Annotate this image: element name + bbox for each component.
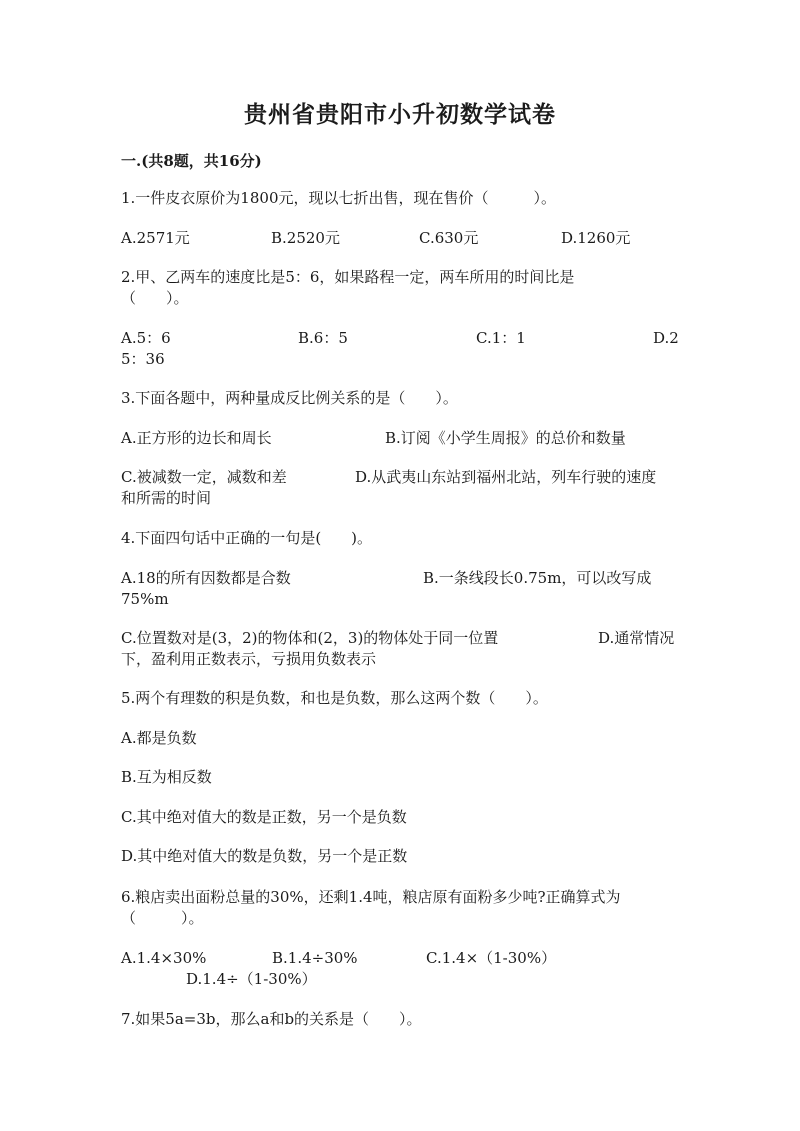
question-1-option-d: D.1260元: [561, 229, 631, 247]
question-1-option-c: C.630元: [419, 229, 479, 247]
question-4-option-c: C.位置数对是(3，2)的物体和(2，3)的物体处于同一位置: [121, 629, 499, 647]
question-2-option-c: C.1：1: [476, 329, 526, 347]
question-3-option-d-line2: 和所需的时间: [121, 489, 212, 507]
question-4-option-d-line1: D.通常情况: [598, 629, 675, 647]
question-3-option-a: A.正方形的边长和周长: [121, 429, 272, 447]
question-2-option-d: D.2: [653, 329, 679, 347]
question-1-option-b: B.2520元: [271, 229, 340, 247]
question-1-stem: 1.一件皮衣原价为1800元，现以七折出售，现在售价（ ）。: [121, 189, 556, 207]
question-4-stem: 4.下面四句话中正确的一句是( )。: [121, 529, 373, 547]
question-6-option-b: B.1.4÷30%: [272, 949, 358, 967]
question-4-option-d-line2: 下，盈利用正数表示，亏损用负数表示: [121, 650, 377, 668]
question-5-stem: 5.两个有理数的积是负数，和也是负数，那么这两个数（ ）。: [121, 689, 548, 707]
question-5-option-d: D.其中绝对值大的数是负数，另一个是正数: [121, 847, 408, 865]
question-4-option-b-line1: B.一条线段长0.75m，可以改写成: [423, 569, 652, 587]
page-title: 贵州省贵阳市小升初数学试卷: [244, 101, 556, 128]
question-3-option-b: B.订阅《小学生周报》的总价和数量: [385, 429, 626, 447]
section-heading: 一.(共8题，共16分): [121, 152, 262, 170]
question-3-option-d-line1: D.从武夷山东站到福州北站，列车行驶的速度: [355, 468, 657, 486]
question-3-stem: 3.下面各题中，两种量成反比例关系的是（ ）。: [121, 389, 458, 407]
question-2-option-a: A.5：6: [121, 329, 171, 347]
question-6-stem-line2: （ ）。: [121, 909, 204, 927]
question-6-stem-line1: 6.粮店卖出面粉总量的30%，还剩1.4吨，粮店原有面粉多少吨?正确算式为: [121, 888, 621, 906]
question-2-option-b: B.6：5: [298, 329, 348, 347]
question-5-option-b: B.互为相反数: [121, 768, 212, 786]
question-5-option-c: C.其中绝对值大的数是正数，另一个是负数: [121, 808, 407, 826]
question-2-stem-line2: （ ）。: [121, 289, 189, 307]
question-1-option-a: A.2571元: [121, 229, 190, 247]
question-5-option-a: A.都是负数: [121, 729, 197, 747]
question-7-stem: 7.如果5a=3b，那么a和b的关系是（ ）。: [121, 1010, 422, 1028]
question-3-option-c: C.被减数一定，减数和差: [121, 468, 287, 486]
question-4-option-b-line2: 75%m: [121, 590, 169, 608]
question-6-option-a: A.1.4×30%: [121, 949, 207, 967]
question-2-stem-line1: 2.甲、乙两车的速度比是5：6，如果路程一定，两车所用的时间比是: [121, 268, 575, 286]
question-2-option-d-continued: 5：36: [121, 350, 165, 368]
question-4-option-a: A.18的所有因数都是合数: [121, 569, 291, 587]
question-6-option-c: C.1.4×（1-30%）: [426, 949, 557, 967]
question-6-option-d: D.1.4÷（1-30%）: [186, 970, 317, 988]
